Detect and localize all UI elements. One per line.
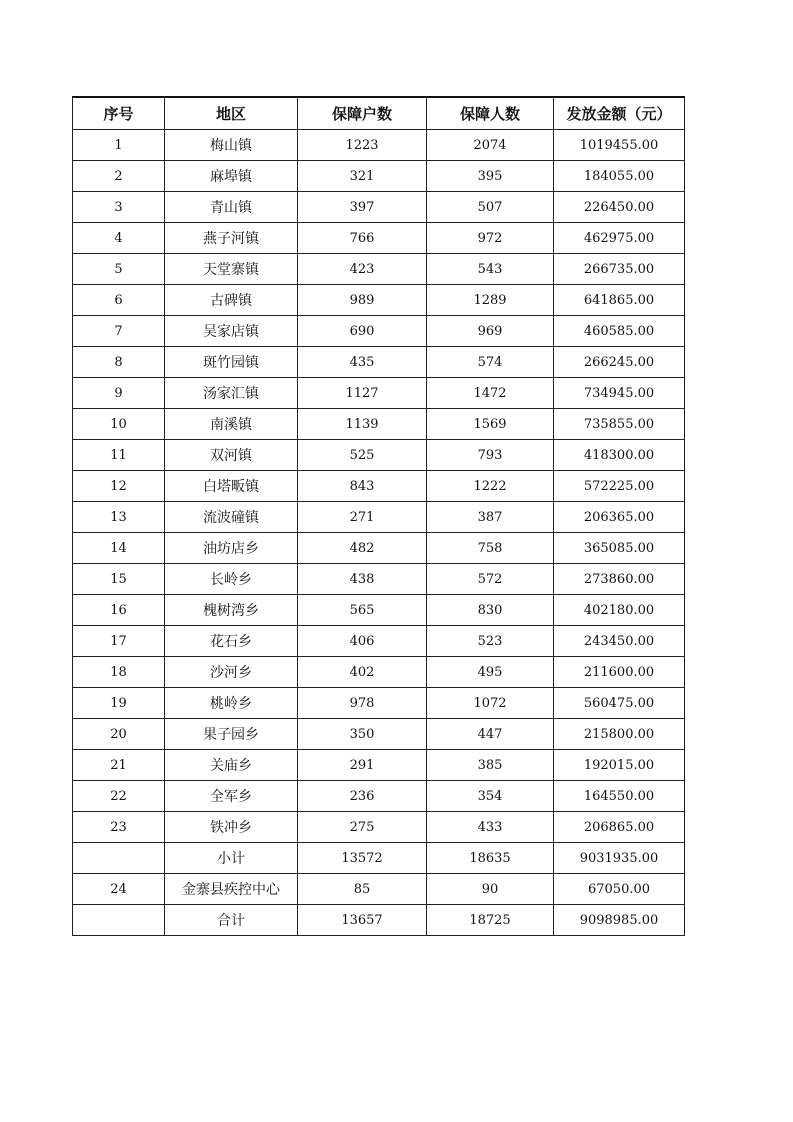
cell-amount: 402180.00 xyxy=(554,595,685,626)
cell-index: 23 xyxy=(73,812,165,843)
cell-households: 13657 xyxy=(298,905,427,936)
cell-households: 978 xyxy=(298,688,427,719)
cell-amount: 734945.00 xyxy=(554,378,685,409)
cell-persons: 793 xyxy=(427,440,554,471)
table-row xyxy=(73,440,685,471)
cell-households: 321 xyxy=(298,161,427,192)
cell-persons: 574 xyxy=(427,347,554,378)
table-row xyxy=(73,161,685,192)
cell-amount: 273860.00 xyxy=(554,564,685,595)
cell-index: 6 xyxy=(73,285,165,316)
table-row xyxy=(73,595,685,626)
cell-persons: 495 xyxy=(427,657,554,688)
cell-region: 斑竹园镇 xyxy=(165,347,298,378)
cell-index: 3 xyxy=(73,192,165,223)
cell-index: 12 xyxy=(73,471,165,502)
cell-index: 18 xyxy=(73,657,165,688)
table-row xyxy=(73,874,685,905)
cell-persons: 1289 xyxy=(427,285,554,316)
cell-households: 565 xyxy=(298,595,427,626)
cell-index: 2 xyxy=(73,161,165,192)
cell-amount: 226450.00 xyxy=(554,192,685,223)
cell-households: 236 xyxy=(298,781,427,812)
cell-index: 19 xyxy=(73,688,165,719)
cell-households: 397 xyxy=(298,192,427,223)
cell-region: 关庙乡 xyxy=(165,750,298,781)
table-row xyxy=(73,130,685,161)
cell-region: 槐树湾乡 xyxy=(165,595,298,626)
cell-region: 全军乡 xyxy=(165,781,298,812)
cell-amount: 9098985.00 xyxy=(554,905,685,936)
cell-persons: 2074 xyxy=(427,130,554,161)
cell-index: 7 xyxy=(73,316,165,347)
header-region: 地区 xyxy=(165,97,298,130)
cell-region: 燕子河镇 xyxy=(165,223,298,254)
cell-index xyxy=(73,843,165,874)
cell-amount: 418300.00 xyxy=(554,440,685,471)
cell-region: 天堂寨镇 xyxy=(165,254,298,285)
table-row xyxy=(73,192,685,223)
cell-index: 22 xyxy=(73,781,165,812)
cell-index: 20 xyxy=(73,719,165,750)
cell-persons: 18635 xyxy=(427,843,554,874)
cell-persons: 1222 xyxy=(427,471,554,502)
cell-region: 双河镇 xyxy=(165,440,298,471)
cell-amount: 243450.00 xyxy=(554,626,685,657)
cell-households: 525 xyxy=(298,440,427,471)
cell-households: 406 xyxy=(298,626,427,657)
table-row xyxy=(73,781,685,812)
table-row xyxy=(73,533,685,564)
header-households: 保障户数 xyxy=(298,97,427,130)
header-index: 序号 xyxy=(73,97,165,130)
cell-region: 花石乡 xyxy=(165,626,298,657)
cell-region: 小计 xyxy=(165,843,298,874)
cell-amount: 460585.00 xyxy=(554,316,685,347)
cell-index: 4 xyxy=(73,223,165,254)
cell-amount: 164550.00 xyxy=(554,781,685,812)
cell-persons: 972 xyxy=(427,223,554,254)
cell-amount: 206865.00 xyxy=(554,812,685,843)
cell-households: 423 xyxy=(298,254,427,285)
cell-households: 766 xyxy=(298,223,427,254)
cell-region: 长岭乡 xyxy=(165,564,298,595)
table-row xyxy=(73,626,685,657)
cell-amount: 365085.00 xyxy=(554,533,685,564)
cell-persons: 387 xyxy=(427,502,554,533)
cell-index: 14 xyxy=(73,533,165,564)
cell-persons: 507 xyxy=(427,192,554,223)
cell-region: 汤家汇镇 xyxy=(165,378,298,409)
table-row xyxy=(73,502,685,533)
cell-persons: 385 xyxy=(427,750,554,781)
cell-households: 1127 xyxy=(298,378,427,409)
cell-region: 古碑镇 xyxy=(165,285,298,316)
cell-households: 843 xyxy=(298,471,427,502)
cell-index: 9 xyxy=(73,378,165,409)
header-row xyxy=(73,97,685,130)
cell-region: 合计 xyxy=(165,905,298,936)
cell-amount: 266735.00 xyxy=(554,254,685,285)
cell-persons: 969 xyxy=(427,316,554,347)
header-amount: 发放金额（元） xyxy=(554,97,685,130)
table-row xyxy=(73,812,685,843)
table-row xyxy=(73,719,685,750)
table-row xyxy=(73,750,685,781)
cell-index: 5 xyxy=(73,254,165,285)
cell-region: 流波䃥镇 xyxy=(165,502,298,533)
cell-region: 铁冲乡 xyxy=(165,812,298,843)
cell-index: 8 xyxy=(73,347,165,378)
cell-households: 1223 xyxy=(298,130,427,161)
cell-households: 482 xyxy=(298,533,427,564)
cell-region: 金寨县疾控中心 xyxy=(165,874,298,905)
cell-index: 16 xyxy=(73,595,165,626)
cell-amount: 641865.00 xyxy=(554,285,685,316)
cell-households: 989 xyxy=(298,285,427,316)
cell-region: 桃岭乡 xyxy=(165,688,298,719)
cell-region: 麻埠镇 xyxy=(165,161,298,192)
table-row xyxy=(73,316,685,347)
cell-households: 275 xyxy=(298,812,427,843)
cell-region: 青山镇 xyxy=(165,192,298,223)
cell-region: 沙河乡 xyxy=(165,657,298,688)
cell-amount: 462975.00 xyxy=(554,223,685,254)
cell-amount: 184055.00 xyxy=(554,161,685,192)
table-row xyxy=(73,657,685,688)
cell-index: 21 xyxy=(73,750,165,781)
table-row xyxy=(73,254,685,285)
cell-region: 果子园乡 xyxy=(165,719,298,750)
table-row xyxy=(73,223,685,254)
cell-amount: 67050.00 xyxy=(554,874,685,905)
table-row xyxy=(73,471,685,502)
allowance-table xyxy=(72,96,685,936)
cell-households: 1139 xyxy=(298,409,427,440)
table-row xyxy=(73,378,685,409)
cell-households: 271 xyxy=(298,502,427,533)
table-row xyxy=(73,285,685,316)
cell-persons: 523 xyxy=(427,626,554,657)
cell-index: 13 xyxy=(73,502,165,533)
cell-amount: 206365.00 xyxy=(554,502,685,533)
cell-persons: 90 xyxy=(427,874,554,905)
cell-persons: 354 xyxy=(427,781,554,812)
cell-persons: 572 xyxy=(427,564,554,595)
header-persons: 保障人数 xyxy=(427,97,554,130)
cell-persons: 433 xyxy=(427,812,554,843)
cell-index: 1 xyxy=(73,130,165,161)
table-row xyxy=(73,843,685,874)
cell-persons: 447 xyxy=(427,719,554,750)
cell-region: 油坊店乡 xyxy=(165,533,298,564)
cell-index xyxy=(73,905,165,936)
cell-index: 15 xyxy=(73,564,165,595)
cell-amount: 192015.00 xyxy=(554,750,685,781)
cell-persons: 830 xyxy=(427,595,554,626)
cell-index: 17 xyxy=(73,626,165,657)
cell-persons: 18725 xyxy=(427,905,554,936)
cell-persons: 1569 xyxy=(427,409,554,440)
cell-households: 350 xyxy=(298,719,427,750)
table-row xyxy=(73,409,685,440)
cell-households: 85 xyxy=(298,874,427,905)
cell-region: 南溪镇 xyxy=(165,409,298,440)
cell-region: 吴家店镇 xyxy=(165,316,298,347)
cell-persons: 1072 xyxy=(427,688,554,719)
cell-households: 402 xyxy=(298,657,427,688)
cell-amount: 735855.00 xyxy=(554,409,685,440)
cell-persons: 543 xyxy=(427,254,554,285)
cell-amount: 9031935.00 xyxy=(554,843,685,874)
cell-region: 梅山镇 xyxy=(165,130,298,161)
cell-households: 435 xyxy=(298,347,427,378)
cell-amount: 266245.00 xyxy=(554,347,685,378)
cell-households: 690 xyxy=(298,316,427,347)
cell-index: 11 xyxy=(73,440,165,471)
cell-households: 438 xyxy=(298,564,427,595)
cell-households: 13572 xyxy=(298,843,427,874)
table-body xyxy=(73,130,685,936)
table-row xyxy=(73,905,685,936)
table-row xyxy=(73,564,685,595)
cell-region: 白塔畈镇 xyxy=(165,471,298,502)
table-row xyxy=(73,688,685,719)
cell-amount: 215800.00 xyxy=(554,719,685,750)
cell-index: 24 xyxy=(73,874,165,905)
cell-households: 291 xyxy=(298,750,427,781)
table-row xyxy=(73,347,685,378)
cell-persons: 1472 xyxy=(427,378,554,409)
cell-index: 10 xyxy=(73,409,165,440)
cell-amount: 1019455.00 xyxy=(554,130,685,161)
cell-persons: 395 xyxy=(427,161,554,192)
cell-persons: 758 xyxy=(427,533,554,564)
cell-amount: 560475.00 xyxy=(554,688,685,719)
cell-amount: 572225.00 xyxy=(554,471,685,502)
cell-amount: 211600.00 xyxy=(554,657,685,688)
